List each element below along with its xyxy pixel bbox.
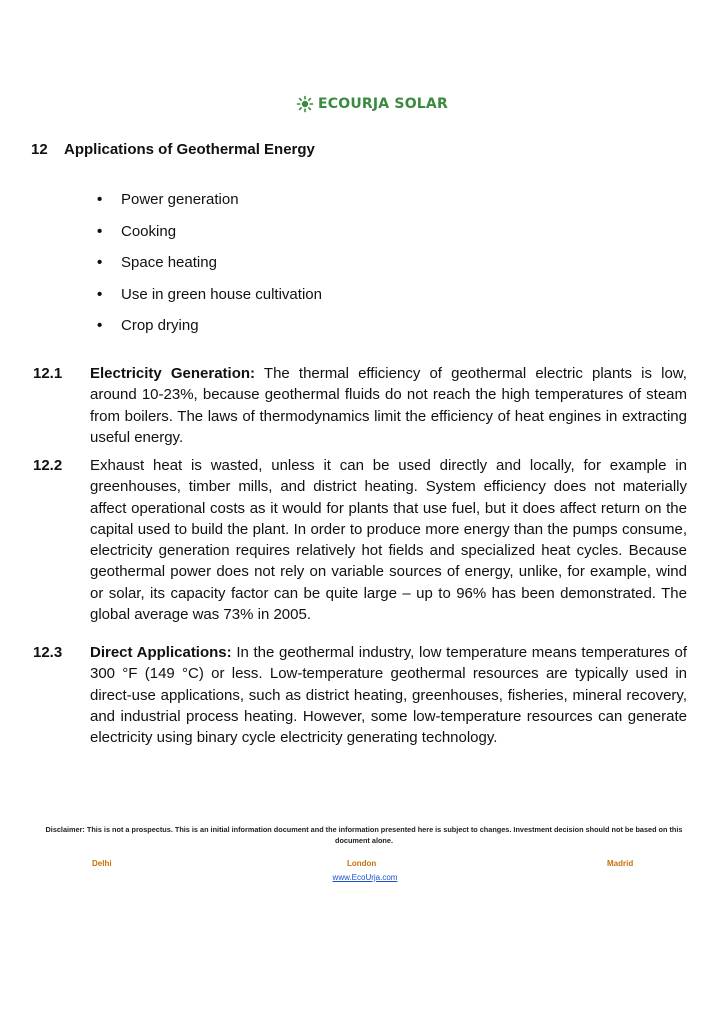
bullet-icon: • [97,222,103,240]
subsection-body [90,455,687,625]
list-item [97,186,322,218]
list-item-text: Crop drying [121,317,199,334]
list-item-text: Cooking [121,222,177,240]
subsection-label: Electricity Generation: [90,365,256,382]
section-heading [31,141,315,158]
applications-list [97,186,322,344]
logo-text: ECOURJA SOLAR [318,96,448,112]
section-12-2 [33,455,688,625]
list-item [97,312,322,344]
subsection-number: 12.3 [33,644,63,661]
bullet-icon: • [97,317,103,334]
list-item-text: Power generation [121,191,239,208]
section-12-3 [33,642,688,748]
section-12-1 [33,363,688,448]
subsection-body [90,363,687,448]
subsection-text: Exhaust heat is wasted, unless it can be used directly and locally, for example in greenhouses, timber mills, and district heating. System efficiency does not materially affect operational costs as it would for plants that use fuel, but it does affect return on the capital used to build the plant. In order to produce more energy than the pumps consume, electricity generation requires relatively hot fields and specialized heat cycles. Because geothermal power does not rely on variable sources of energy, unlike, for example, wind or solar, its capacity factor can be quite large – up to 96% has been demonstrated. The global average was 73% in 2005. [90,457,687,624]
subsection-number: 12.1 [33,365,63,382]
list-item [97,218,322,250]
disclaimer: Disclaimer: This is not a prospectus. This is an initial information document and the information presented here is subject to changes. Investment decision should not be based on this document alone. [45,825,683,845]
subsection-body [90,642,687,748]
footer-city-london: London [347,859,377,868]
bullet-icon: • [97,285,103,303]
list-item-text: Space heating [121,254,217,271]
subsection-label: Direct Applications: [90,644,232,661]
subsection-text: The thermal efficiency of geothermal electric plants is low, around 10-23%, because geothermal fluids do not reach the high temperatures of steam from boilers. The laws of thermodynamics limit the efficiency of heat engines in extracting useful energy. [90,365,687,446]
list-item [97,281,322,313]
bullet-icon: • [97,254,103,271]
list-item-text: Use in green house cultivation [121,285,322,303]
website-link[interactable]: www.EcoUrja.com [332,873,398,882]
footer-city-madrid: Madrid [607,859,634,868]
footer-city-delhi: Delhi [92,859,112,868]
bullet-icon: • [97,191,103,208]
company-logo [295,93,448,115]
sun-leaf-icon [295,95,315,113]
subsection-number: 12.2 [33,457,63,474]
subsection-text: In the geothermal industry, low temperature means temperatures of 300 °F (149 °C) or less. Low-temperature geothermal resources are typically used in direct-use applications, such as district heating, greenhouses, fisheries, mineral recovery, and industrial process heating. However, some low-temperature resources can generate electricity using binary cycle electricity generating technology. [90,644,687,747]
section-number: 12 [31,141,48,158]
list-item [97,249,322,281]
section-title: Applications of Geothermal Energy [64,141,315,158]
